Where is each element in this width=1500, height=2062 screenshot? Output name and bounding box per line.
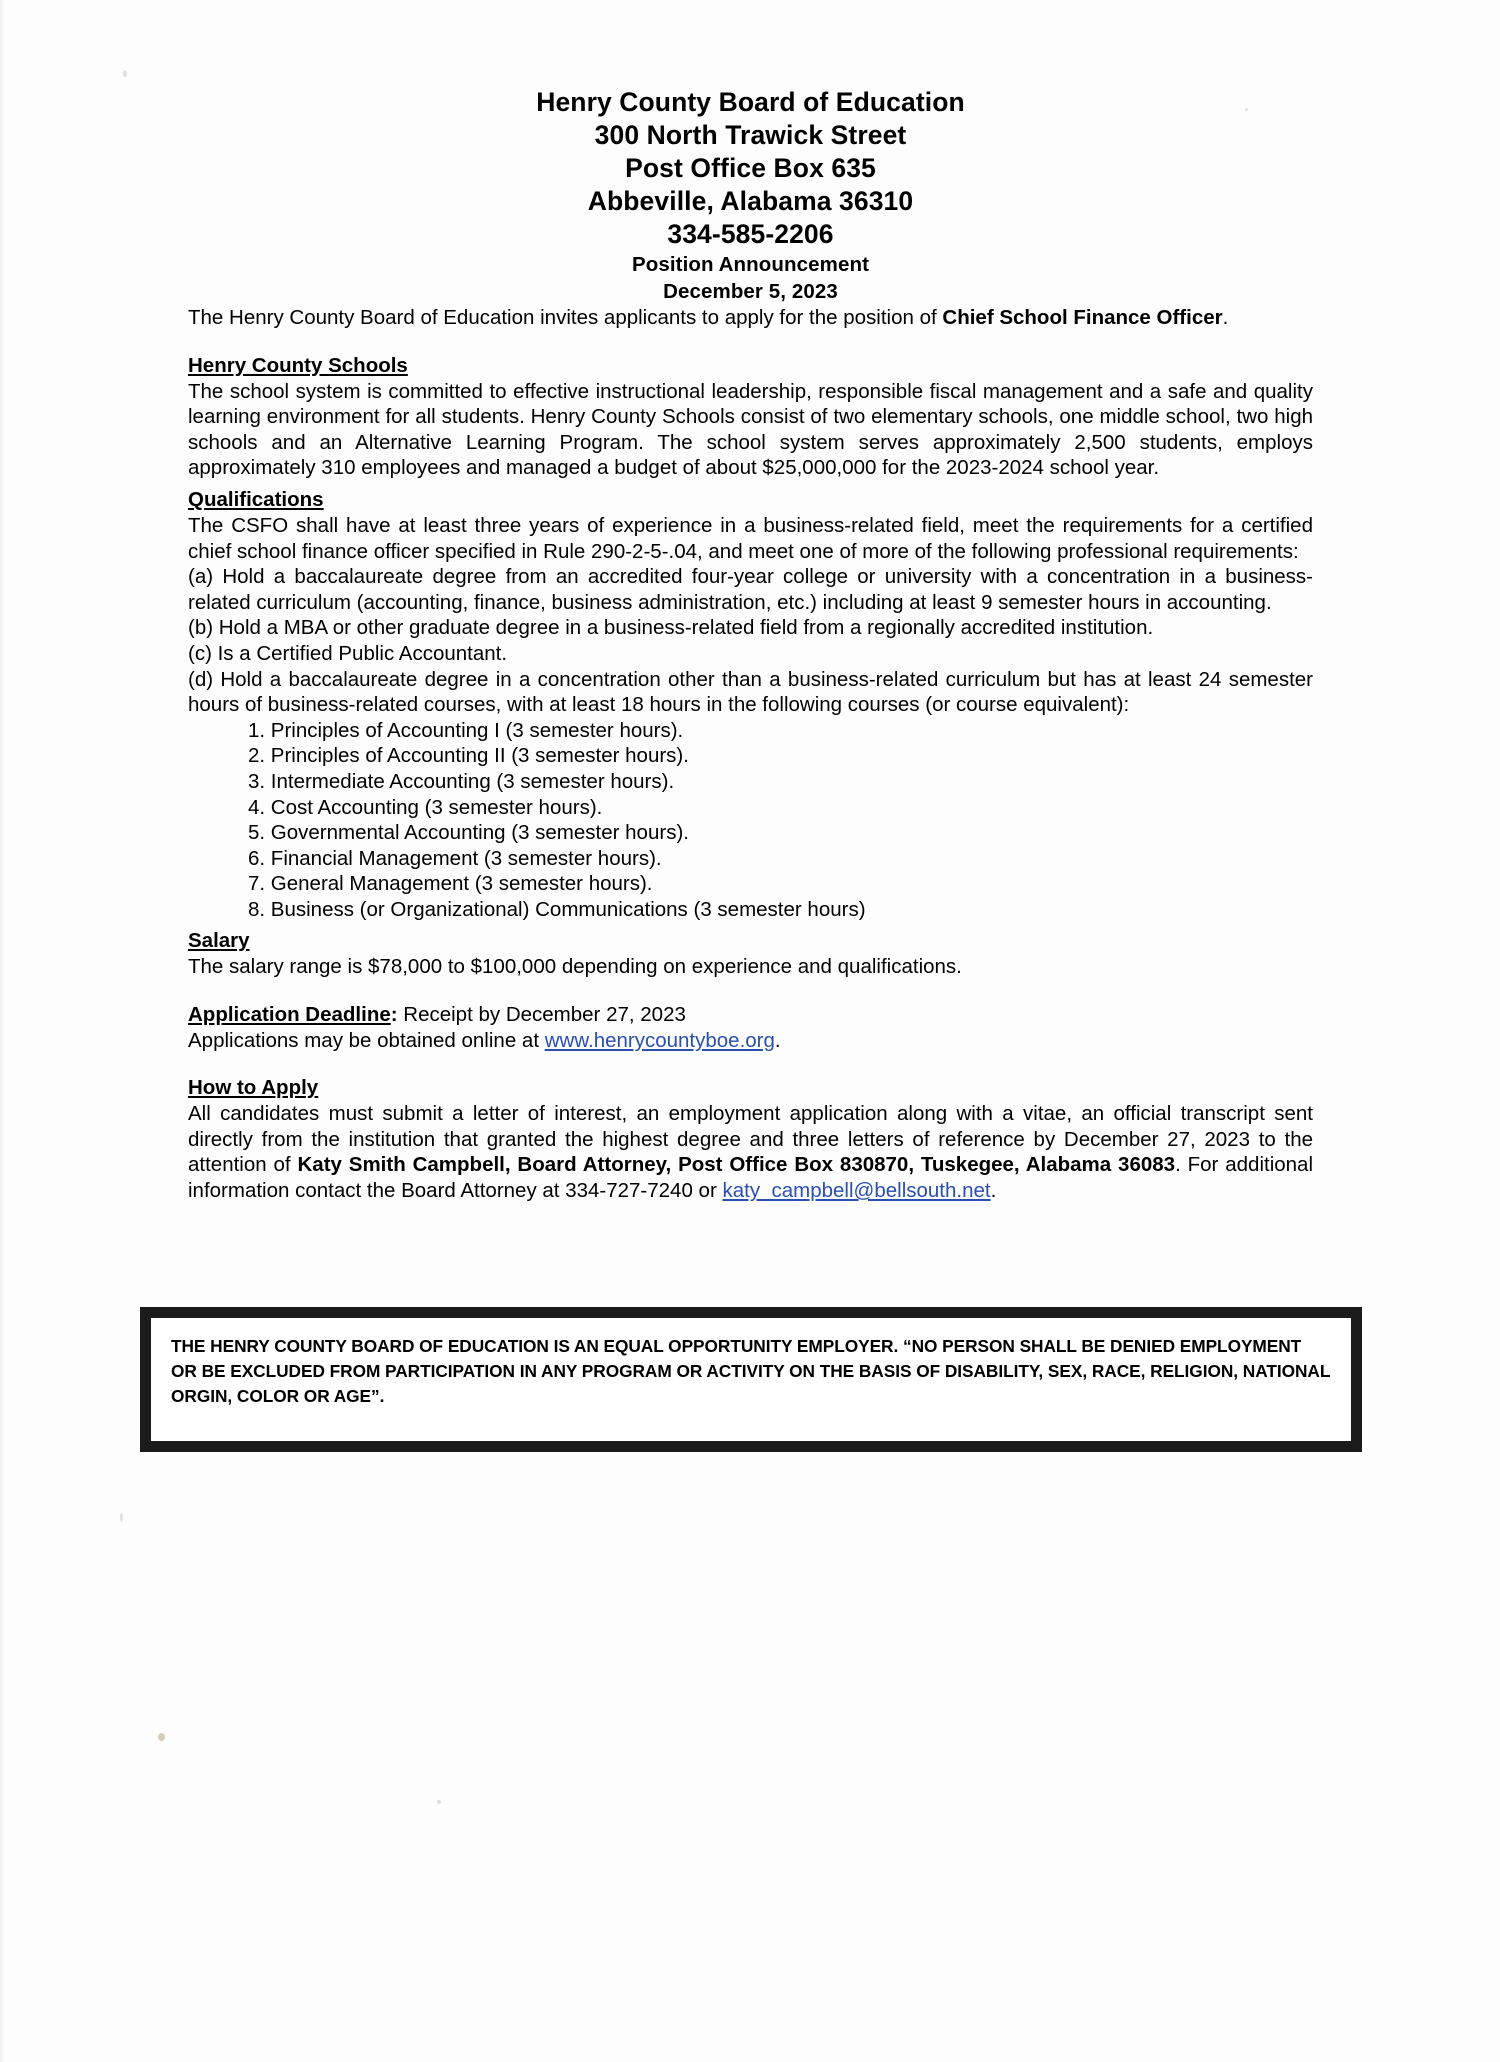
applications-online-line <box>188 1028 1313 1054</box>
scan-speckle <box>158 1733 165 1741</box>
course-item: 8. Business (or Organizational) Communications (3 semester hours) <box>248 897 866 921</box>
equal-opportunity-notice-text: THE HENRY COUNTY BOARD OF EDUCATION IS AN EQUAL OPPORTUNITY EMPLOYER. “NO PERSON SHALL BE DENIED EMPLOYMENT OR BE EXCLUDED FROM PARTICIPATION IN ANY PROGRAM OR ACTIVITY ON THE BASIS OF DISABILITY, SEX, RACE, RELIGION, NATIONAL ORGIN, COLOR OR AGE”. <box>171 1336 1331 1406</box>
application-deadline-separator: : <box>390 1003 398 1027</box>
how-to-apply-paragraph <box>188 1101 1313 1203</box>
course-item: 5. Governmental Accounting (3 semester hours). <box>248 821 689 845</box>
course-item: 4. Cost Accounting (3 semester hours). <box>248 795 603 819</box>
course-item: 2. Principles of Accounting II (3 semester hours). <box>248 744 689 768</box>
document-content <box>188 86 1313 1204</box>
qualifications-paragraph: The CSFO shall have at least three years of experience in a business-related field, meet the requirements for a certified chief school finance officer specified in Rule 290-2-5-.04, and meet one of more of the following professional requirements: <box>188 513 1313 563</box>
qualification-item-d: (d) Hold a baccalaureate degree in a concentration other than a business-related curriculum but has at least 24 semester hours of business-related courses, with at least 18 hours in the following courses (or course equivalent): <box>188 667 1313 717</box>
course-item: 7. General Management (3 semester hours). <box>248 872 653 896</box>
application-deadline-value: Receipt by December 27, 2023 <box>397 1003 686 1027</box>
intro-text-before: The Henry County Board of Education invites applicants to apply for the position of <box>188 306 943 329</box>
schools-paragraph: The school system is committed to effective instructional leadership, responsible fiscal management and a safe and quality learning environment for all students. Henry County Schools consist of two elementary schools, one middle school, two high schools and an Alternative Learning Program. The school system serves approximately 2,500 students, employs approximately 310 employees and managed a budget of about $25,000,000 for the 2023-2024 school year. <box>188 379 1313 480</box>
equal-opportunity-notice-inner <box>151 1318 1351 1409</box>
how-to-apply-text-3: . <box>990 1179 997 1203</box>
intro-paragraph <box>188 305 1313 331</box>
city-state-zip: Abbeville, Alabama 36310 <box>587 186 914 216</box>
equal-opportunity-notice-box <box>140 1307 1362 1452</box>
scan-edge-artifact <box>0 0 6 2062</box>
scan-speckle <box>120 1513 123 1522</box>
course-item: 3. Intermediate Accounting (3 semester hours). <box>248 769 675 793</box>
scan-speckle <box>437 1800 441 1804</box>
required-courses-list <box>188 718 1313 923</box>
email-link[interactable]: katy_campbell@bellsouth.net <box>722 1179 991 1203</box>
qualification-item-a: (a) Hold a baccalaureate degree from an accredited four-year college or university with a concentration in a business-related curriculum (accounting, finance, business administration, etc.) including at least 9 semester hours in accounting. <box>188 565 1313 614</box>
street-address: 300 North Trawick Street <box>594 120 907 150</box>
spacer <box>188 1053 1313 1075</box>
applications-suffix: . <box>774 1028 781 1052</box>
applications-prefix: Applications may be obtained online at <box>188 1028 545 1052</box>
salary-paragraph: The salary range is $78,000 to $100,000 depending on experience and qualifications. <box>188 955 962 979</box>
section-heading-schools: Henry County Schools <box>188 353 408 377</box>
organization-name: Henry County Board of Education <box>536 87 965 117</box>
application-deadline-heading: Application Deadline <box>188 1003 391 1027</box>
section-heading-salary: Salary <box>188 929 250 953</box>
document-type: Position Announcement <box>631 253 870 276</box>
course-item: 6. Financial Management (3 semester hours). <box>248 846 662 870</box>
scan-speckle <box>123 70 127 77</box>
phone-number: 334-585-2206 <box>667 219 834 249</box>
how-to-apply-text-1: All candidates must submit a letter of interest, an employment application along with a vitae, an official transcript sent directly from the institution that granted the highest degree and three letters of reference by December 27, 2023 to the attention of <box>188 1102 1313 1177</box>
announcement-date: December 5, 2023 <box>663 280 838 303</box>
letterhead <box>188 86 1313 305</box>
website-link[interactable]: www.henrycountyboe.org <box>544 1028 775 1052</box>
qualification-item-c: (c) Is a Certified Public Accountant. <box>188 641 508 665</box>
how-to-apply-text-2: . For additional information contact the Board Attorney at 334-727-7240 or <box>188 1153 1314 1203</box>
spacer <box>188 980 1313 1002</box>
position-title: Chief School Finance Officer <box>942 306 1223 329</box>
qualification-item-b: (b) Hold a MBA or other graduate degree in a business-related field from a regionally accredited institution. <box>188 616 1154 640</box>
section-heading-how-to-apply: How to Apply <box>188 1076 319 1100</box>
application-deadline-line <box>188 1002 1313 1028</box>
course-item: 1. Principles of Accounting I (3 semester hours). <box>248 718 684 742</box>
section-heading-qualifications: Qualifications <box>188 487 324 511</box>
po-box: Post Office Box 635 <box>625 153 876 183</box>
board-attorney-contact: Katy Smith Campbell, Board Attorney, Post Office Box 830870, Tuskegee, Alabama 36083 <box>297 1153 1176 1177</box>
intro-text-after: . <box>1222 306 1229 329</box>
